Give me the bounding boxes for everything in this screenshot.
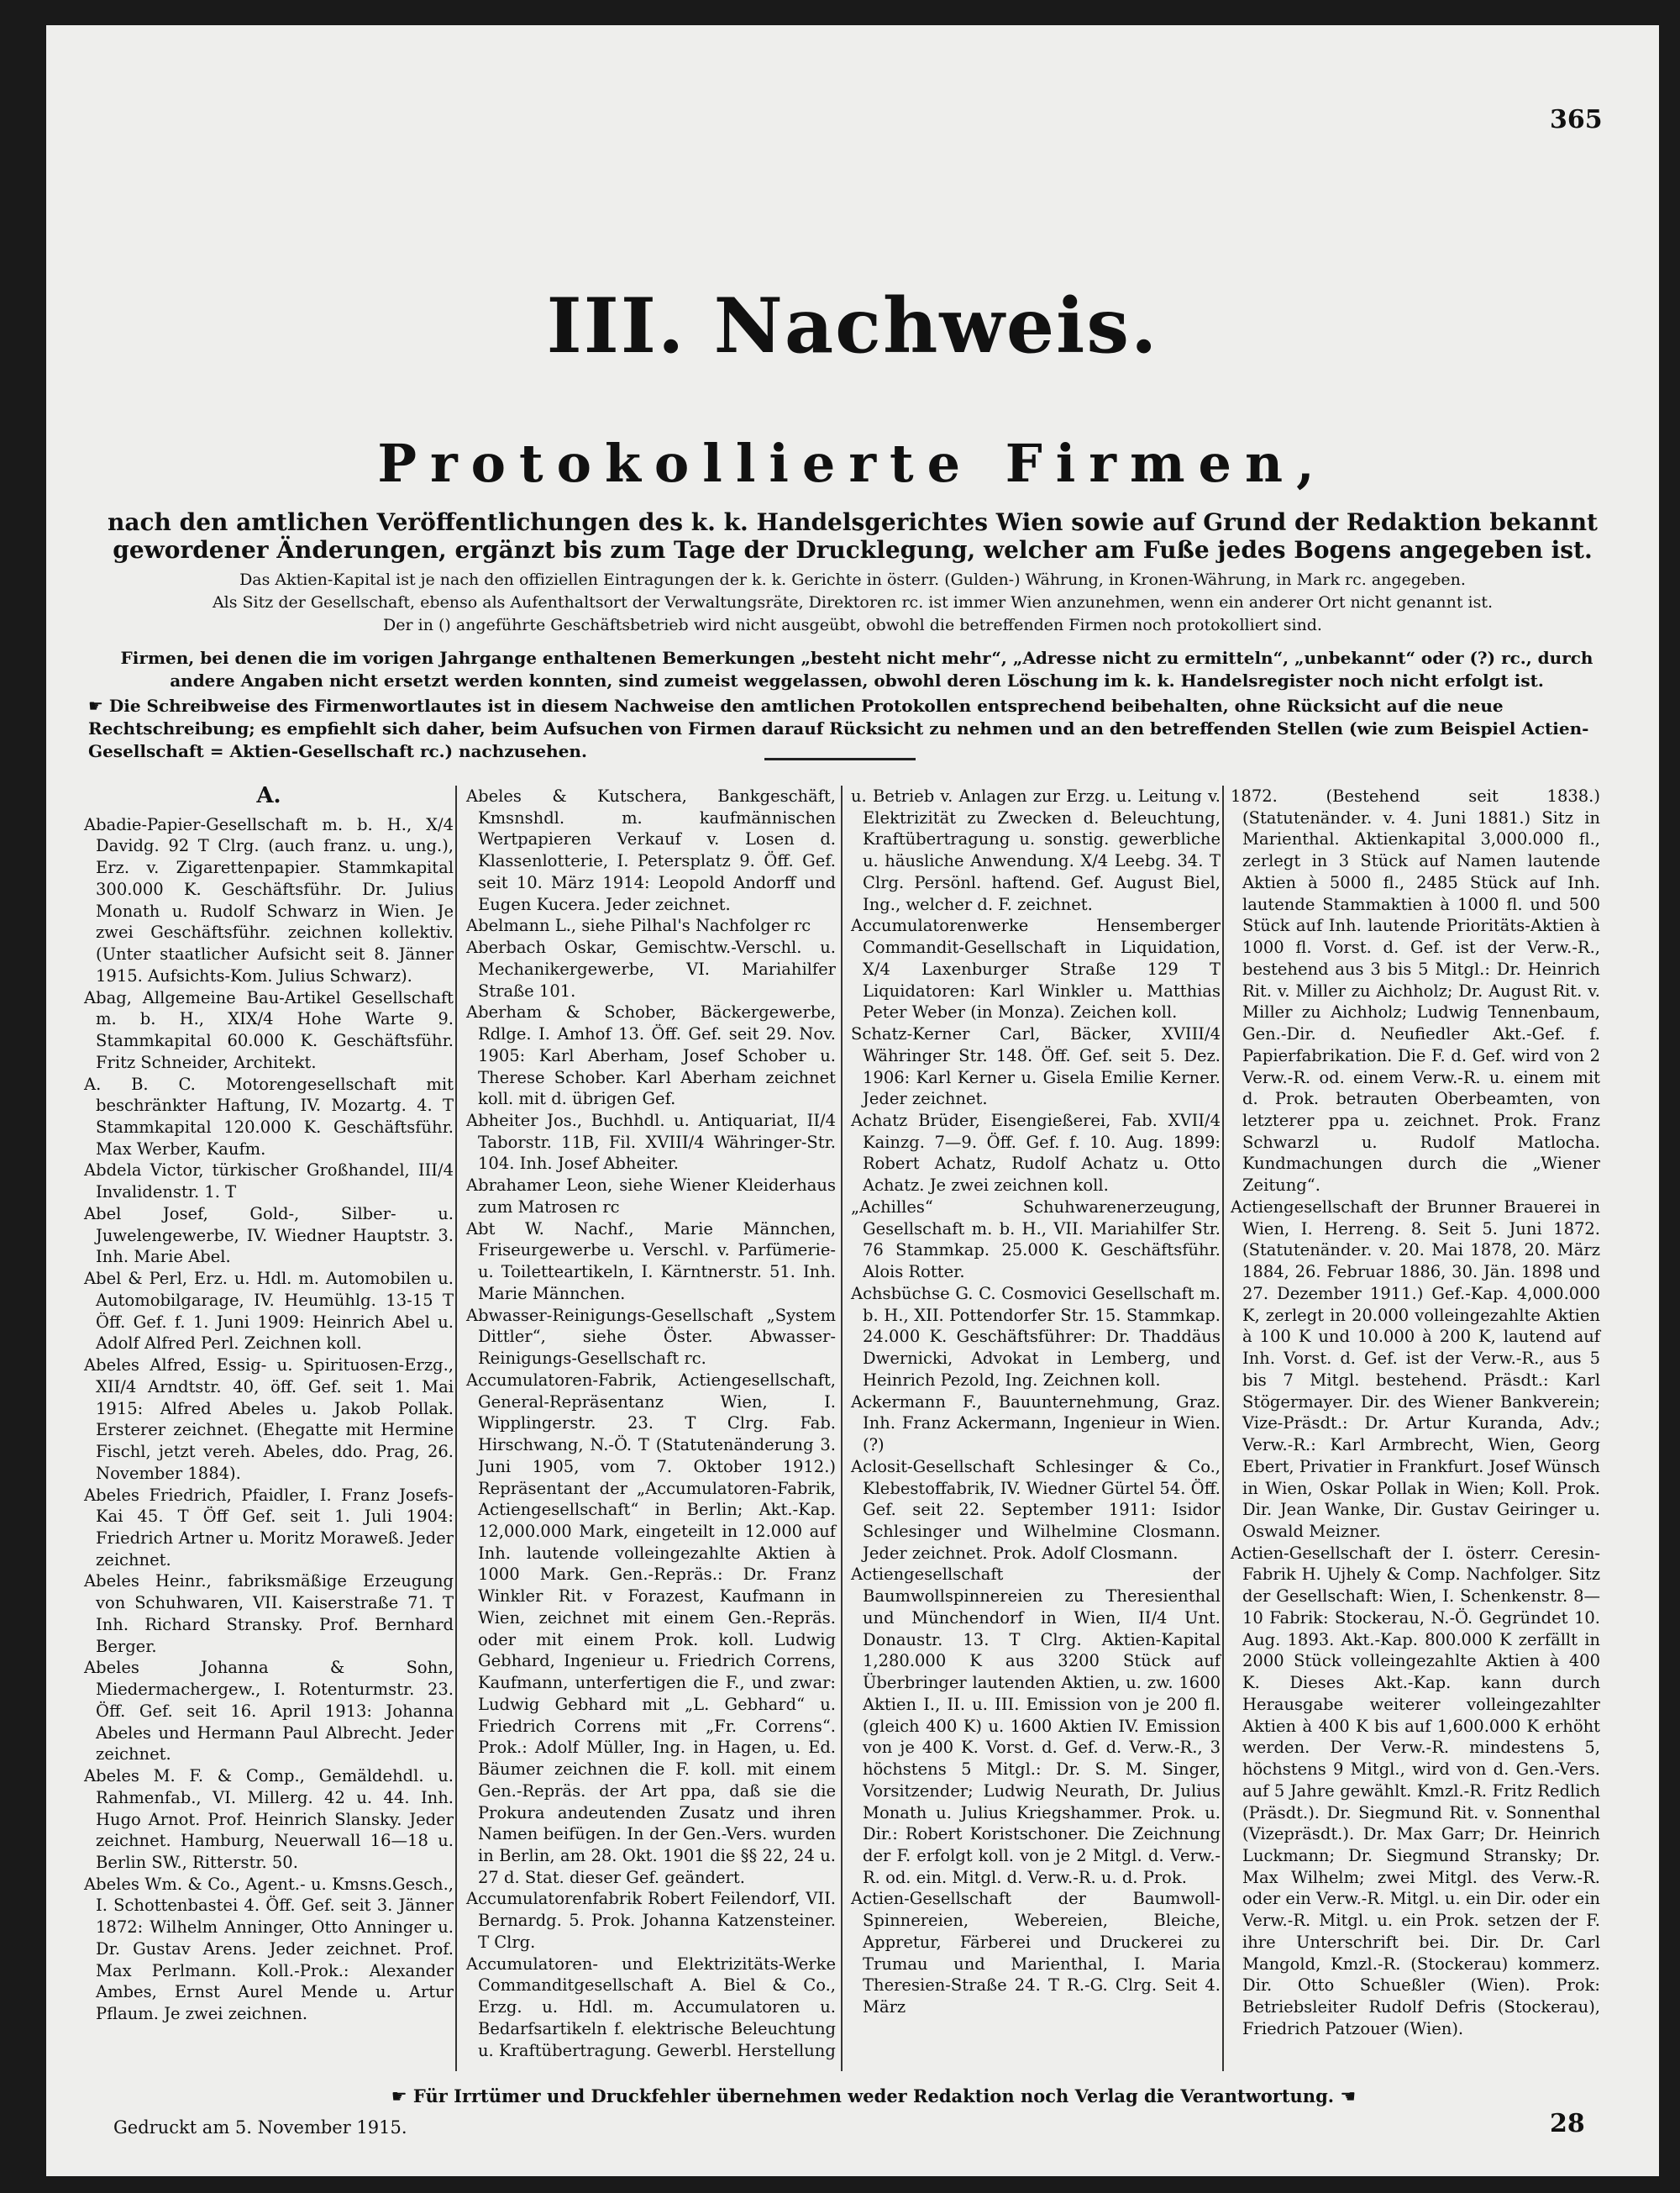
column-divider: [455, 786, 457, 2071]
page-subtitle: Protokollierte Firmen,: [377, 433, 1328, 494]
firm-entry: Abelmann L., siehe Pilhal's Nachfolger rc: [466, 916, 811, 936]
firm-entry: Abel Josef, Gold-, Silber- u. Juwelengewerbe, IV. Wiedner Hauptstr. 3. Inh. Marie Abel.: [84, 1203, 454, 1267]
firm-entry: Abeles & Kutschera, Bankgeschäft, Kmsnshdl. m. kaufmännischen Wertpapieren Verkauf v. Losen d. Klassenlotterie, I. Petersplatz 9. Öff. Gef. seit 10. März 1914: Leopold Andorff und Eugen Kucera. Jeder zeichnet.: [466, 786, 836, 914]
print-date: Gedruckt am 5. November 1915.: [113, 2117, 407, 2138]
firm-entry: Abeles Heinr., fabriksmäßige Erzeugung von Schuhwaren, VII. Kaiserstraße 71. T Inh. Richard Stransky. Prof. Bernhard Berger.: [84, 1571, 454, 1656]
note-line: Der in () angeführte Geschäftsbetrieb wird nicht ausgeübt, obwohl die betreffenden Firmen noch protokolliert sind.: [383, 616, 1322, 634]
firm-entry: Schatz-Kerner Carl, Bäcker, XVIII/4 Währinger Str. 148. Öff. Gef. seit 5. Dez. 1906: Karl Kerner u. Gisela Emilie Kerner. Jeder zeichnet.: [851, 1024, 1221, 1109]
intro-text: nach den amtlichen Veröffentlichungen des k. k. Handelsgerichtes Wien sowie auf Grund der Redaktion bekannt gewordener Änderungen, ergänzt bis zum Tage der Drucklegung, welcher am Fuße jedes Bogens angegeben ist.: [107, 508, 1598, 564]
firm-entry: Abheiter Jos., Buchhdl. u. Antiquariat, II/4 Taborstr. 11B, Fil. XVIII/4 Währinger-Str. 104. Inh. Josef Abheiter.: [466, 1111, 836, 1174]
sheet-number: 28: [1550, 2109, 1585, 2138]
firm-entry: Abeles Friedrich, Pfaidler, I. Franz Josefs-Kai 45. T Öff Gef. seit 1. Juli 1904: Friedrich Artner u. Moritz Moraweß. Jeder zeichnet.: [84, 1485, 454, 1570]
pointing-hand-icon: ☛: [391, 2086, 413, 2106]
notes-block: [147, 569, 1558, 637]
firm-entry: Actiengesellschaft der Brunner Brauerei in Wien, I. Herreng. 8. Seit 5. Juni 1872. (Statutenänder. v. 20. Mai 1878, 20. März 1884, 26. Februar 1886, 30. Jän. 1898 und 27. Dezember 1911.) Gef.-Kap. 4,000.000 K, zerlegt in 20.000 volleingezahlte Aktien à 100 K und 10.000 à 200 K, lautend auf Inh. Vorst. d. Gef. ist der Verw.-R., aus 5 bis 7 Mitgl. bestehend. Präsdt.: Karl Stögermayer. Dir. des Wiener Bankverein; Vize-Präsdt.: Dr. Artur Kuranda, Adv.; Verw.-R.: Karl Armbrecht, Wien, Georg Ebert, Privatier in Frankfurt. Josef Wünsch in Wien, Oskar Pollak in Wien; Koll. Prok. Dir. Jean Wanke, Dir. Gustav Geiringer u. Oswald Meizner.: [1231, 1196, 1600, 1541]
firm-entry: Accumulatoren- und Elektrizitäts-Werke Commanditgesellschaft A. Biel & Co., Erzg. u. Hdl. m. Accumulatoren u. Bedarfsartikeln f. elektrische Beleuchtung u. Kraftübertragung. Gewerbl. Herstellung: [466, 1954, 836, 2060]
note-bold-3-text: Die Schreibweise des Firmenwortlautes ist in diesem Nachweise den amtlichen Protokollen entsprechend beibehalten, ohne Rücksicht auf die neue Rechtschreibung; es empfiehlt sich daher, beim Aufsuchen von Firmen darauf Rücksicht zu nehmen und an den betreffenden Stellen (wie zum Beispiel Actien-Gesellschaft = Aktien-Gesellschaft rc.) nachzusehen.: [88, 696, 1589, 761]
note-line: Als Sitz der Gesellschaft, ebenso als Aufenthaltsort der Verwaltungsräte, Direktoren rc. ist immer Wien anzunehmen, wenn ein anderer Ort nicht genannt ist.: [212, 593, 1494, 612]
firm-entry: Achatz Brüder, Eisengießerei, Fab. XVII/4 Kainzg. 7—9. Öff. Gef. f. 10. Aug. 1899: Robert Achatz, Rudolf Achatz u. Otto Achatz. Je zwei zeichnen koll.: [851, 1111, 1221, 1196]
firm-entry: Abeles M. F. & Comp., Gemäldehdl. u. Rahmenfab., VI. Millerg. 42 u. 44. Inh. Hugo Arnot. Prof. Heinrich Slansky. Jeder zeichnet. Hamburg, Neuerwall 16—18 u. Berlin SW., Ritterstr. 50.: [84, 1766, 454, 1872]
note-bold-3: [88, 695, 1625, 763]
column-2: [466, 786, 836, 2061]
firm-entry: Aberham & Schober, Bäckergewerbe, Rdlge. I. Amhof 13. Öff. Gef. seit 29. Nov. 1905: Karl Aberham, Josef Schober u. Therese Schober. Karl Aberham zeichnet koll. mit d. übrigen Gef.: [466, 1002, 836, 1109]
firm-entry: Actiengesellschaft der Baumwollspinnereien zu Theresienthal und Münchendorf in Wien, II/4 Unt. Donaustr. 13. T Clrg. Aktien-Kapital 1,280.000 K aus 3200 Stück auf Überbringer lautenden Aktien, u. zw. 1600 Aktien I., II. u. III. Emission von je 200 fl. (gleich 400 K) u. 1600 Aktien IV. Emission von je 400 K. Vorst. d. Gef. d. Verw.-R., 3 höchstens 5 Mitgl.: Dr. S. M. Singer, Vorsitzender; Ludwig Neurath, Dr. Julius Monath u. Julius Kriegshammer. Prok. u. Dir.: Robert Koristschoner. Die Zeichnung der F. erfolgt koll. von je 2 Mitgl. d. Verw.-R. od. ein. Mitgl. d. Verw.-R. u. d. Prok.: [851, 1565, 1221, 1887]
firm-entry: Aberbach Oskar, Gemischtw.-Verschl. u. Mechanikergewerbe, VI. Mariahilfer Straße 101.: [466, 938, 836, 1001]
column-divider: [841, 786, 843, 2071]
firm-entry: Abeles Johanna & Sohn, Miedermachergew., I. Rotenturmstr. 23. Öff. Gef. seit 16. April 1913: Johanna Abeles und Hermann Paul Albrecht. Jeder zeichnet.: [84, 1658, 454, 1764]
firm-entry: Abt W. Nachf., Marie Männchen, Friseurgewerbe u. Verschl. v. Parfümerie- u. Toiletteartikeln, I. Kärntnerstr. 51. Inh. Marie Männchen.: [466, 1218, 836, 1303]
pointing-hand-icon: ☛: [88, 696, 109, 716]
pointing-hand-icon: ☚: [1334, 2086, 1357, 2106]
note-bold-2: Firmen, bei denen die im vorigen Jahrgange enthaltenen Bemerkungen „besteht nicht mehr“, „Adresse nicht zu ermitteln“, „unbekannt“ oder (?) rc., durch andere Angaben nicht ersetzt werden konnten, sind zumeist weggelassen, obwohl deren Löschung im k. k. Handelsregister noch nicht erfolgt ist.: [120, 648, 1593, 691]
firm-entry: Ackermann F., Bauunternehmung, Graz. Inh. Franz Ackermann, Ingenieur in Wien. (?): [851, 1391, 1221, 1455]
document-page: [46, 25, 1659, 2176]
column-4: [1231, 786, 1600, 2040]
firm-entry: Abel & Perl, Erz. u. Hdl. m. Automobilen u. Automobilgarage, IV. Heumühlg. 13-15 T Öff. Gef. f. 1. Juni 1909: Heinrich Abel u. Adolf Alfred Perl. Zeichnen koll.: [84, 1269, 454, 1354]
firm-entry: Aclosit-Gesellschaft Schlesinger & Co., Klebestoffabrik, IV. Wiedner Gürtel 54. Öff. Gef. seit 22. September 1911: Isidor Schlesinger und Wilhelmine Closmann. Jeder zeichnet. Prok. Adolf Closmann.: [851, 1456, 1221, 1563]
firm-entry: Abeles Wm. & Co., Agent.- u. Kmsns.Gesch., I. Schottenbastei 4. Öff. Gef. seit 3. Jänner 1872: Wilhelm Anninger, Otto Anninger u. Dr. Gustav Arens. Jeder zeichnet. Prof. Max Perlmann. Koll.-Prok.: Alexander Ambes, Ernst Aurel Mende u. Artur Pflaum. Je zwei zeichnen.: [84, 1874, 454, 2024]
page-number: 365: [1550, 105, 1603, 134]
firm-entry: Abag, Allgemeine Bau-Artikel Gesellschaft m. b. H., XIX/4 Hohe Warte 9. Stammkapital 60.000 K. Geschäftsführ. Fritz Schneider, Architekt.: [84, 987, 454, 1072]
firm-entry: Accumulatoren-Fabrik, Actiengesellschaft, General-Repräsentanz Wien, I. Wipplingerstr. 23. T Clrg. Fab. Hirschwang, N.-Ö. T (Statutenänderung 3. Juni 1905, vom 7. Oktober 1912.) Repräsentant der „Accumulatoren-Fabrik, Actiengesellschaft“ in Berlin; Akt.-Kap. 12,000.000 Mark, eingeteilt in 12.000 auf Inh. lautende volleingezahlte Aktien à 1000 Mark. Gen.-Repräs.: Dr. Franz Winkler Rit. v Forazest, Kaufmann in Wien, zeichnet mit einem Gen.-Repräs. oder mit einem Prok. koll. Ludwig Gebhard, Ingenieur u. Friedrich Correns, Kaufmann, unterfertigen die F., und zwar: Ludwig Gebhard mit „L. Gebhard“ u. Friedrich Correns mit „Fr. Correns“. Prok.: Adolf Müller, Ing. in Hagen, u. Ed. Bäumer zeichnen die F. koll. mit einem Gen.-Repräs. der Art ppa, daß sie die Prokura andeutenden Zusatz und ihren Namen beifügen. In der Gen.-Vers. wurden in Berlin, am 28. Okt. 1901 die §§ 22, 24 u. 27 d. Stat. dieser Gef. geändert.: [466, 1370, 836, 1887]
firm-entry: „Achilles“ Schuhwarenerzeugung, Gesellschaft m. b. H., VII. Mariahilfer Str. 76 Stammkap. 25.000 K. Geschäftsführ. Alois Rotter.: [851, 1196, 1221, 1282]
firm-entry: Abeles Alfred, Essig- u. Spirituosen-Erzg., XII/4 Arndtstr. 40, öff. Gef. seit 1. Mai 1915: Alfred Abeles u. Jakob Pollak. Ersterer zeichnet. (Ehegatte mit Hermine Fischl, jetzt vereh. Abeles, ddo. Prag, 26. November 1884).: [84, 1355, 454, 1483]
firm-entry: u. Betrieb v. Anlagen zur Erzg. u. Leitung v. Elektrizität zu Zwecken d. Beleuchtung, Kraftübertragung u. sonstig. gewerbliche u. häusliche Anwendung. X/4 Leebg. 34. T Clrg. Persönl. haftend. Gef. August Biel, Ing., welcher d. F. zeichnet.: [851, 786, 1221, 914]
firm-entry: Actien-Gesellschaft der Baumwoll-Spinnereien, Webereien, Bleiche, Appretur, Färberei und Druckerei zu Trumau und Marienthal, I. Maria Theresien-Straße 24. T R.-G. Clrg. Seit 4. März: [851, 1889, 1221, 2017]
section-letter: A.: [256, 783, 281, 808]
divider: [764, 758, 916, 760]
firm-entry: 1872. (Bestehend seit 1838.) (Statutenänder. v. 4. Juni 1881.) Sitz in Marienthal. Aktienkapital 3,000.000 fl., zerlegt in 3 Stück auf Namen lautende Aktien à 5000 fl., 2485 Stück auf Inh. lautende Stammaktien à 1000 fl. und 500 Stück auf Inh. lautende Prioritäts-Aktien à 1000 fl. Vorst. d. Gef. ist der Verw.-R., bestehend aus 3 bis 5 Mitgl.: Dr. Heinrich Rit. v. Miller zu Aichholz; Dr. August Rit. v. Miller zu Aichholz; Ludwig Tennenbaum, Gen.-Dir. d. Neufiedler Akt.-Gef. f. Papierfabrikation. Die F. d. Gef. wird von 2 Verw.-R. od. einem Verw.-R. u. einem mit d. Prok. betrauten Oberbeamten, von letzterer ppa u. zeichnet. Prok. Franz Schwarzl u. Rudolf Matlocha. Kundmachungen durch die „Wiener Zeitung“.: [1231, 786, 1600, 1196]
firm-entry: Abadie-Papier-Gesellschaft m. b. H., X/4 Davidg. 92 T Clrg. (auch franz. u. ung.), Erz. v. Zigarettenpapier. Stammkapital 300.000 K. Geschäftsführ. Dr. Julius Monath u. Rudolf Schwarz in Wien. Je zwei Geschäftsführ. zeichnen kollektiv. (Unter staatlicher Aufsicht seit 8. Jänner 1915. Aufsichts-Kom. Julius Schwarz).: [84, 814, 454, 986]
note-line: Das Aktien-Kapital ist je nach den offiziellen Eintragungen der k. k. Gerichte in österr. (Gulden-) Währung, in Kronen-Währung, in Mark rc. angegeben.: [239, 571, 1466, 589]
column-divider: [1222, 786, 1224, 2071]
page-title: III. Nachweis.: [546, 281, 1159, 371]
firm-entry: Accumulatorenwerke Hensemberger Commandit-Gesellschaft in Liquidation, X/4 Laxenburger Straße 129 T Liquidatoren: Karl Winkler u. Matthias Peter Weber (in Monza). Zeichen koll.: [851, 916, 1221, 1023]
firm-entry: Achsbüchse G. C. Cosmovici Gesellschaft m. b. H., XII. Pottendorfer Str. 15. Stammkap. 24.000 K. Geschäftsführer: Dr. Thaddäus Dwernicki, Advokat in Lemberg, und Heinrich Pezold, Ing. Zeichnen koll.: [851, 1283, 1221, 1390]
firm-entry: Accumulatorenfabrik Robert Feilendorf, VII. Bernardg. 5. Prok. Johanna Katzensteiner. T Clrg.: [466, 1889, 836, 1952]
firm-entry: Abdela Victor, türkischer Großhandel, III/4 Invalidenstr. 1. T: [84, 1160, 454, 1202]
firm-entry: Abrahamer Leon, siehe Wiener Kleiderhaus zum Matrosen rc: [466, 1175, 836, 1217]
firm-entry: Abwasser-Reinigungs-Gesellschaft „System Dittler“, siehe Öster. Abwasser-Reinigungs-Gesellschaft rc.: [466, 1305, 836, 1369]
firm-entry: Actien-Gesellschaft der I. österr. Ceresin-Fabrik H. Ujhely & Comp. Nachfolger. Sitz der Gesellschaft: Wien, I. Schenkenstr. 8—10 Fabrik: Stockerau, N.-Ö. Gegründet 10. Aug. 1893. Akt.-Kap. 800.000 K zerfällt in 2000 Stück volleingezahlte Aktien à 400 K. Dieses Akt.-Kap. kann durch Herausgabe weiterer volleingezahlter Aktien à 400 K bis auf 1,600.000 K erhöht werden. Der Verw.-R. mindestens 5, höchstens 9 Mitgl., wird von d. Gen.-Vers. auf 5 Jahre gewählt. Kmzl.-R. Fritz Redlich (Präsdt.). Dr. Siegmund Rit. v. Sonnenthal (Vizepräsdt.). Dr. Max Garr; Dr. Heinrich Luckmann; Dr. Siegmund Stransky; Dr. Max Wilhelm; zwei Mitgl. des Verw.-R. oder ein Verw.-R. Mitgl. u. ein Dir. oder ein Verw.-R. Mitgl. u. ein Prok. setzen der F. ihre Unterschrift bei. Dir. Dr. Carl Mangold, Kmzl.-R. (Stockerau) kommerz. Dir. Otto Schueßler (Wien). Prok: Betriebsleiter Rudolf Defris (Stockerau), Friedrich Patzouer (Wien).: [1231, 1543, 1600, 2038]
column-3: [851, 786, 1221, 2018]
column-1: [84, 783, 454, 2025]
firm-entry: A. B. C. Motorengesellschaft mit beschränkter Haftung, IV. Mozartg. 4. T Stammkapital 120.000 K. Geschäftsführ. Max Werber, Kaufm.: [84, 1074, 454, 1159]
footer-disclaimer-text: Für Irrtümer und Druckfehler übernehmen weder Redaktion noch Verlag die Verantwortung.: [412, 2085, 1335, 2106]
footer-disclaimer: [365, 2085, 1382, 2106]
